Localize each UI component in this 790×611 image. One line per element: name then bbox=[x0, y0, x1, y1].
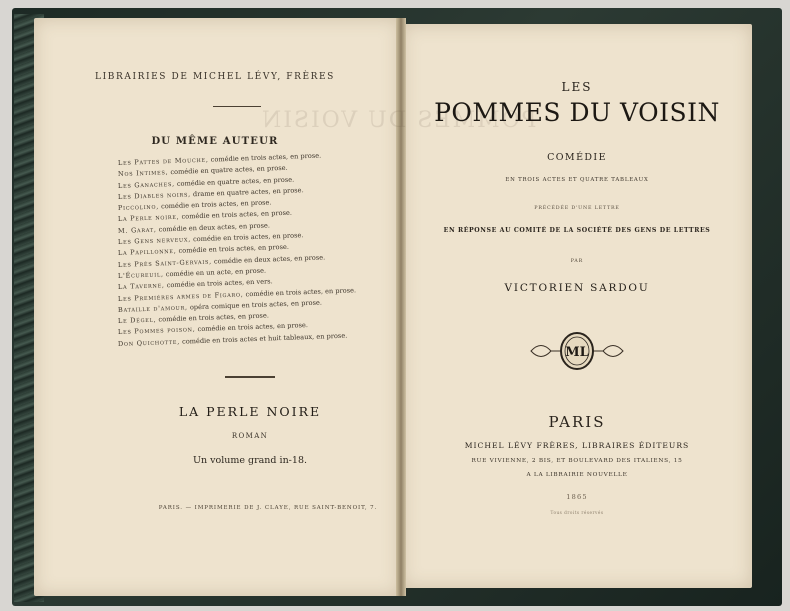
work-description: comédie en deux actes, en prose. bbox=[211, 253, 326, 266]
work-title: Le Dégel, bbox=[117, 315, 157, 326]
acts-label: EN TROIS ACTES ET QUATRE TABLEAUX bbox=[505, 177, 649, 183]
work-description: comédie en quatre actes, en prose. bbox=[168, 164, 288, 177]
genre-label: COMÉDIE bbox=[547, 152, 607, 163]
work-description: comédie en trois actes, en vers. bbox=[164, 277, 273, 290]
work-title: Bataille d'amour, bbox=[117, 303, 188, 314]
work-title: La Papillonne, bbox=[117, 247, 177, 258]
bookshop-label: A LA LIBRAIRIE NOUVELLE bbox=[526, 472, 628, 478]
works-list bbox=[117, 151, 393, 350]
book-title: POMMES DU VOISIN bbox=[434, 98, 720, 127]
publisher-emblem-icon bbox=[527, 330, 627, 372]
work-description: comédie en trois actes, en prose. bbox=[243, 285, 357, 298]
featured-genre: ROMAN bbox=[231, 432, 269, 440]
work-title: Les Pommes poison, bbox=[117, 325, 196, 337]
work-title: L'Écureuil, bbox=[117, 270, 164, 280]
show-through-text: POMMES DU VOISIN bbox=[260, 108, 537, 133]
work-title: Les Premières armes de Figaro, bbox=[117, 289, 244, 303]
work-description: comédie en deux actes, en prose. bbox=[156, 221, 271, 234]
by-label: PAR bbox=[570, 259, 584, 264]
work-title: Les Pattes de Mouche, bbox=[117, 155, 209, 167]
work-description: comédie en trois actes, en prose. bbox=[208, 151, 322, 164]
emblem-monogram: ML bbox=[565, 345, 589, 360]
work-description: comédie en trois actes, en prose. bbox=[190, 231, 304, 244]
divider bbox=[213, 106, 261, 107]
work-title: Les Ganaches, bbox=[117, 179, 175, 190]
work-title: La Perle noire, bbox=[117, 213, 180, 224]
divider bbox=[225, 376, 275, 378]
work-description: opéra comique en trois actes, en prose. bbox=[187, 298, 323, 312]
work-title: Don Quichotte, bbox=[117, 337, 181, 348]
work-title: M. Garat, bbox=[117, 225, 157, 235]
title-article: LES bbox=[561, 80, 593, 94]
preceded-label: PRÉCÉDÉE D'UNE LETTRE bbox=[534, 206, 620, 211]
featured-format: Un volume grand in-18. bbox=[192, 455, 308, 466]
featured-title: LA PERLE NOIRE bbox=[178, 404, 322, 419]
work-description: comédie en trois actes, en prose. bbox=[176, 243, 290, 256]
work-title: Les Diables noirs, bbox=[117, 190, 192, 201]
publisher-name: MICHEL LÉVY FRÈRES, LIBRAIRES ÉDITEURS bbox=[464, 441, 690, 450]
work-description: comédie en trois actes, en prose. bbox=[156, 311, 270, 324]
work-title: Les Gens nerveux, bbox=[117, 235, 192, 247]
rights-notice: Tous droits réservés bbox=[550, 510, 604, 515]
work-title: Nos Intimes, bbox=[117, 168, 169, 179]
work-description: comédie en trois actes et huit tableaux, en prose. bbox=[179, 331, 348, 346]
work-title: Les Prés Saint-Gervais, bbox=[117, 257, 213, 269]
response-label: EN RÉPONSE AU COMITÉ DE LA SOCIÉTÉ DES GENS DE LETTRES bbox=[443, 227, 711, 234]
publisher-header: LIBRAIRIES DE MICHEL LÉVY, FRÈRES bbox=[95, 72, 335, 82]
work-title: La Taverne, bbox=[117, 281, 165, 292]
section-title: DU MÊME AUTEUR bbox=[151, 136, 279, 147]
work-description: comédie en trois actes, en prose. bbox=[195, 321, 309, 334]
work-description: comédie en trois actes, en prose. bbox=[179, 209, 293, 222]
city-label: PARIS bbox=[548, 413, 606, 431]
author-name: VICTORIEN SARDOU bbox=[504, 282, 650, 294]
work-description: comédie en trois actes, en prose. bbox=[158, 198, 272, 211]
work-description: comédie en quatre actes, en prose. bbox=[174, 175, 295, 188]
work-description: drame en quatre actes, en prose. bbox=[190, 186, 304, 199]
work-description: comédie en un acte, en prose. bbox=[163, 266, 267, 279]
work-title: Piccolino, bbox=[117, 202, 160, 213]
publisher-address: RUE VIVIENNE, 2 BIS, ET BOULEVARD DES ITALIENS, 15 bbox=[471, 458, 683, 464]
printer-imprint: PARIS. — IMPRIMERIE DE J. CLAYE, RUE SAINT-BENOIT, 7. bbox=[158, 505, 378, 511]
publication-year: 1865 bbox=[566, 493, 588, 501]
